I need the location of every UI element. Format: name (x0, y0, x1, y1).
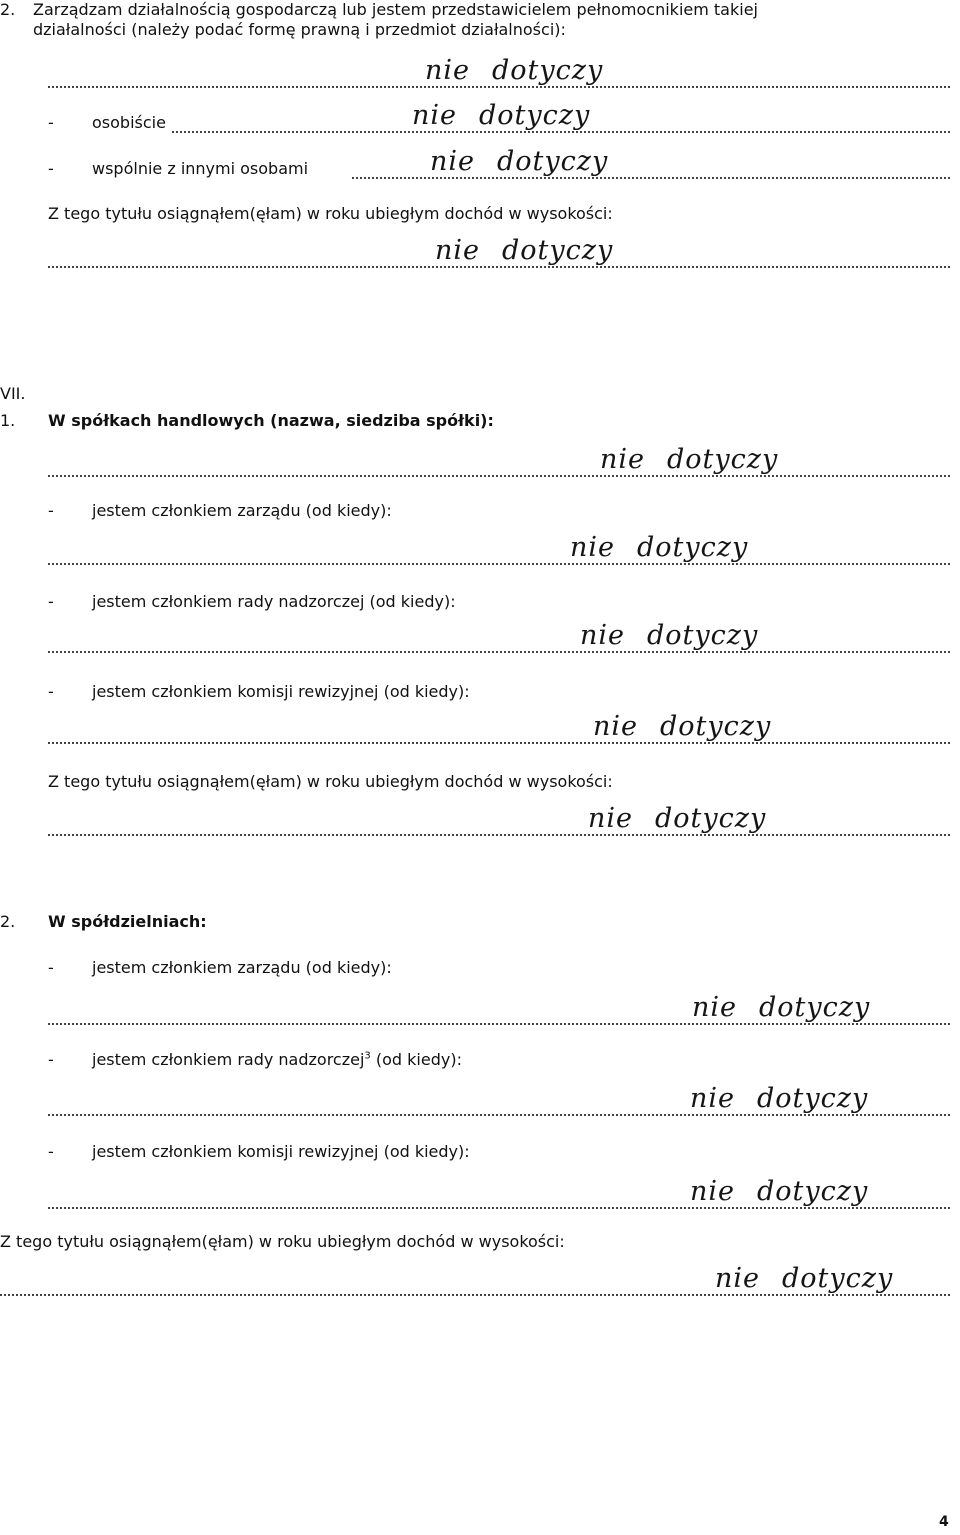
handwritten-answer: nie dotyczy (715, 1263, 894, 1294)
item-number: 2. (0, 912, 16, 931)
handwritten-answer: nie dotyczy (435, 235, 614, 266)
item-number: 1. (0, 411, 16, 430)
dash: - (48, 113, 54, 132)
dash: - (48, 1050, 54, 1069)
item-title: W spółdzielniach: (48, 912, 207, 931)
handwritten-answer: nie dotyczy (593, 711, 772, 742)
handwritten-answer: nie dotyczy (580, 620, 759, 651)
answer-line (48, 651, 950, 653)
answer-line (48, 266, 950, 268)
answer-line (48, 1114, 950, 1116)
income-label: Z tego tytułu osiągnąłem(ęłam) w roku ubiegłym dochód w wysokości: (48, 772, 613, 791)
handwritten-answer: nie dotyczy (570, 532, 749, 563)
field-label-supervisory: jestem członkiem rady nadzorczej (od kiedy): (92, 592, 456, 611)
handwritten-answer: nie dotyczy (692, 992, 871, 1023)
handwritten-answer: nie dotyczy (430, 146, 609, 177)
dash: - (48, 501, 54, 520)
income-label: Z tego tytułu osiągnąłem(ęłam) w roku ubiegłym dochód w wysokości: (0, 1232, 565, 1251)
handwritten-answer: nie dotyczy (690, 1176, 869, 1207)
handwritten-answer: nie dotyczy (600, 444, 779, 475)
handwritten-answer: nie dotyczy (588, 803, 767, 834)
dash: - (48, 592, 54, 611)
handwritten-answer: nie dotyczy (425, 55, 604, 86)
handwritten-answer: nie dotyczy (412, 100, 591, 131)
field-label-personally: osobiście (92, 113, 166, 132)
answer-line (172, 131, 950, 133)
field-label-board: jestem członkiem zarządu (od kiedy): (92, 501, 392, 520)
dash: - (48, 958, 54, 977)
item-text-line2: działalności (należy podać formę prawną i przedmiot działalności): (33, 20, 566, 39)
answer-line (48, 742, 950, 744)
answer-line (0, 1294, 950, 1296)
answer-line (352, 177, 950, 179)
section-heading: VII. (0, 384, 26, 403)
field-label-coop-audit: jestem członkiem komisji rewizyjnej (od kiedy): (92, 1142, 470, 1161)
field-label-jointly: wspólnie z innymi osobami (92, 159, 309, 178)
page-number: 4 (939, 1514, 949, 1530)
item-number: 2. (0, 0, 16, 19)
dash: - (48, 682, 54, 701)
dash: - (48, 159, 54, 178)
answer-line (48, 563, 950, 565)
item-title: W spółkach handlowych (nazwa, siedziba spółki): (48, 411, 494, 430)
field-label-audit: jestem członkiem komisji rewizyjnej (od kiedy): (92, 682, 470, 701)
answer-line (48, 475, 950, 477)
answer-line (48, 1023, 950, 1025)
field-label-coop-supervisory: jestem członkiem rady nadzorczej$^3$ (od kiedy): (92, 1050, 462, 1069)
item-text-line1: Zarządzam działalnością gospodarczą lub jestem przedstawicielem pełnomocnikiem takiej (33, 0, 758, 19)
answer-line (48, 1207, 950, 1209)
field-label-coop-board: jestem członkiem zarządu (od kiedy): (92, 958, 392, 977)
answer-line (48, 834, 950, 836)
handwritten-answer: nie dotyczy (690, 1083, 869, 1114)
answer-line (48, 86, 950, 88)
income-label: Z tego tytułu osiągnąłem(ęłam) w roku ubiegłym dochód w wysokości: (48, 204, 613, 223)
dash: - (48, 1142, 54, 1161)
footnote-marker: 3 (364, 1050, 371, 1062)
